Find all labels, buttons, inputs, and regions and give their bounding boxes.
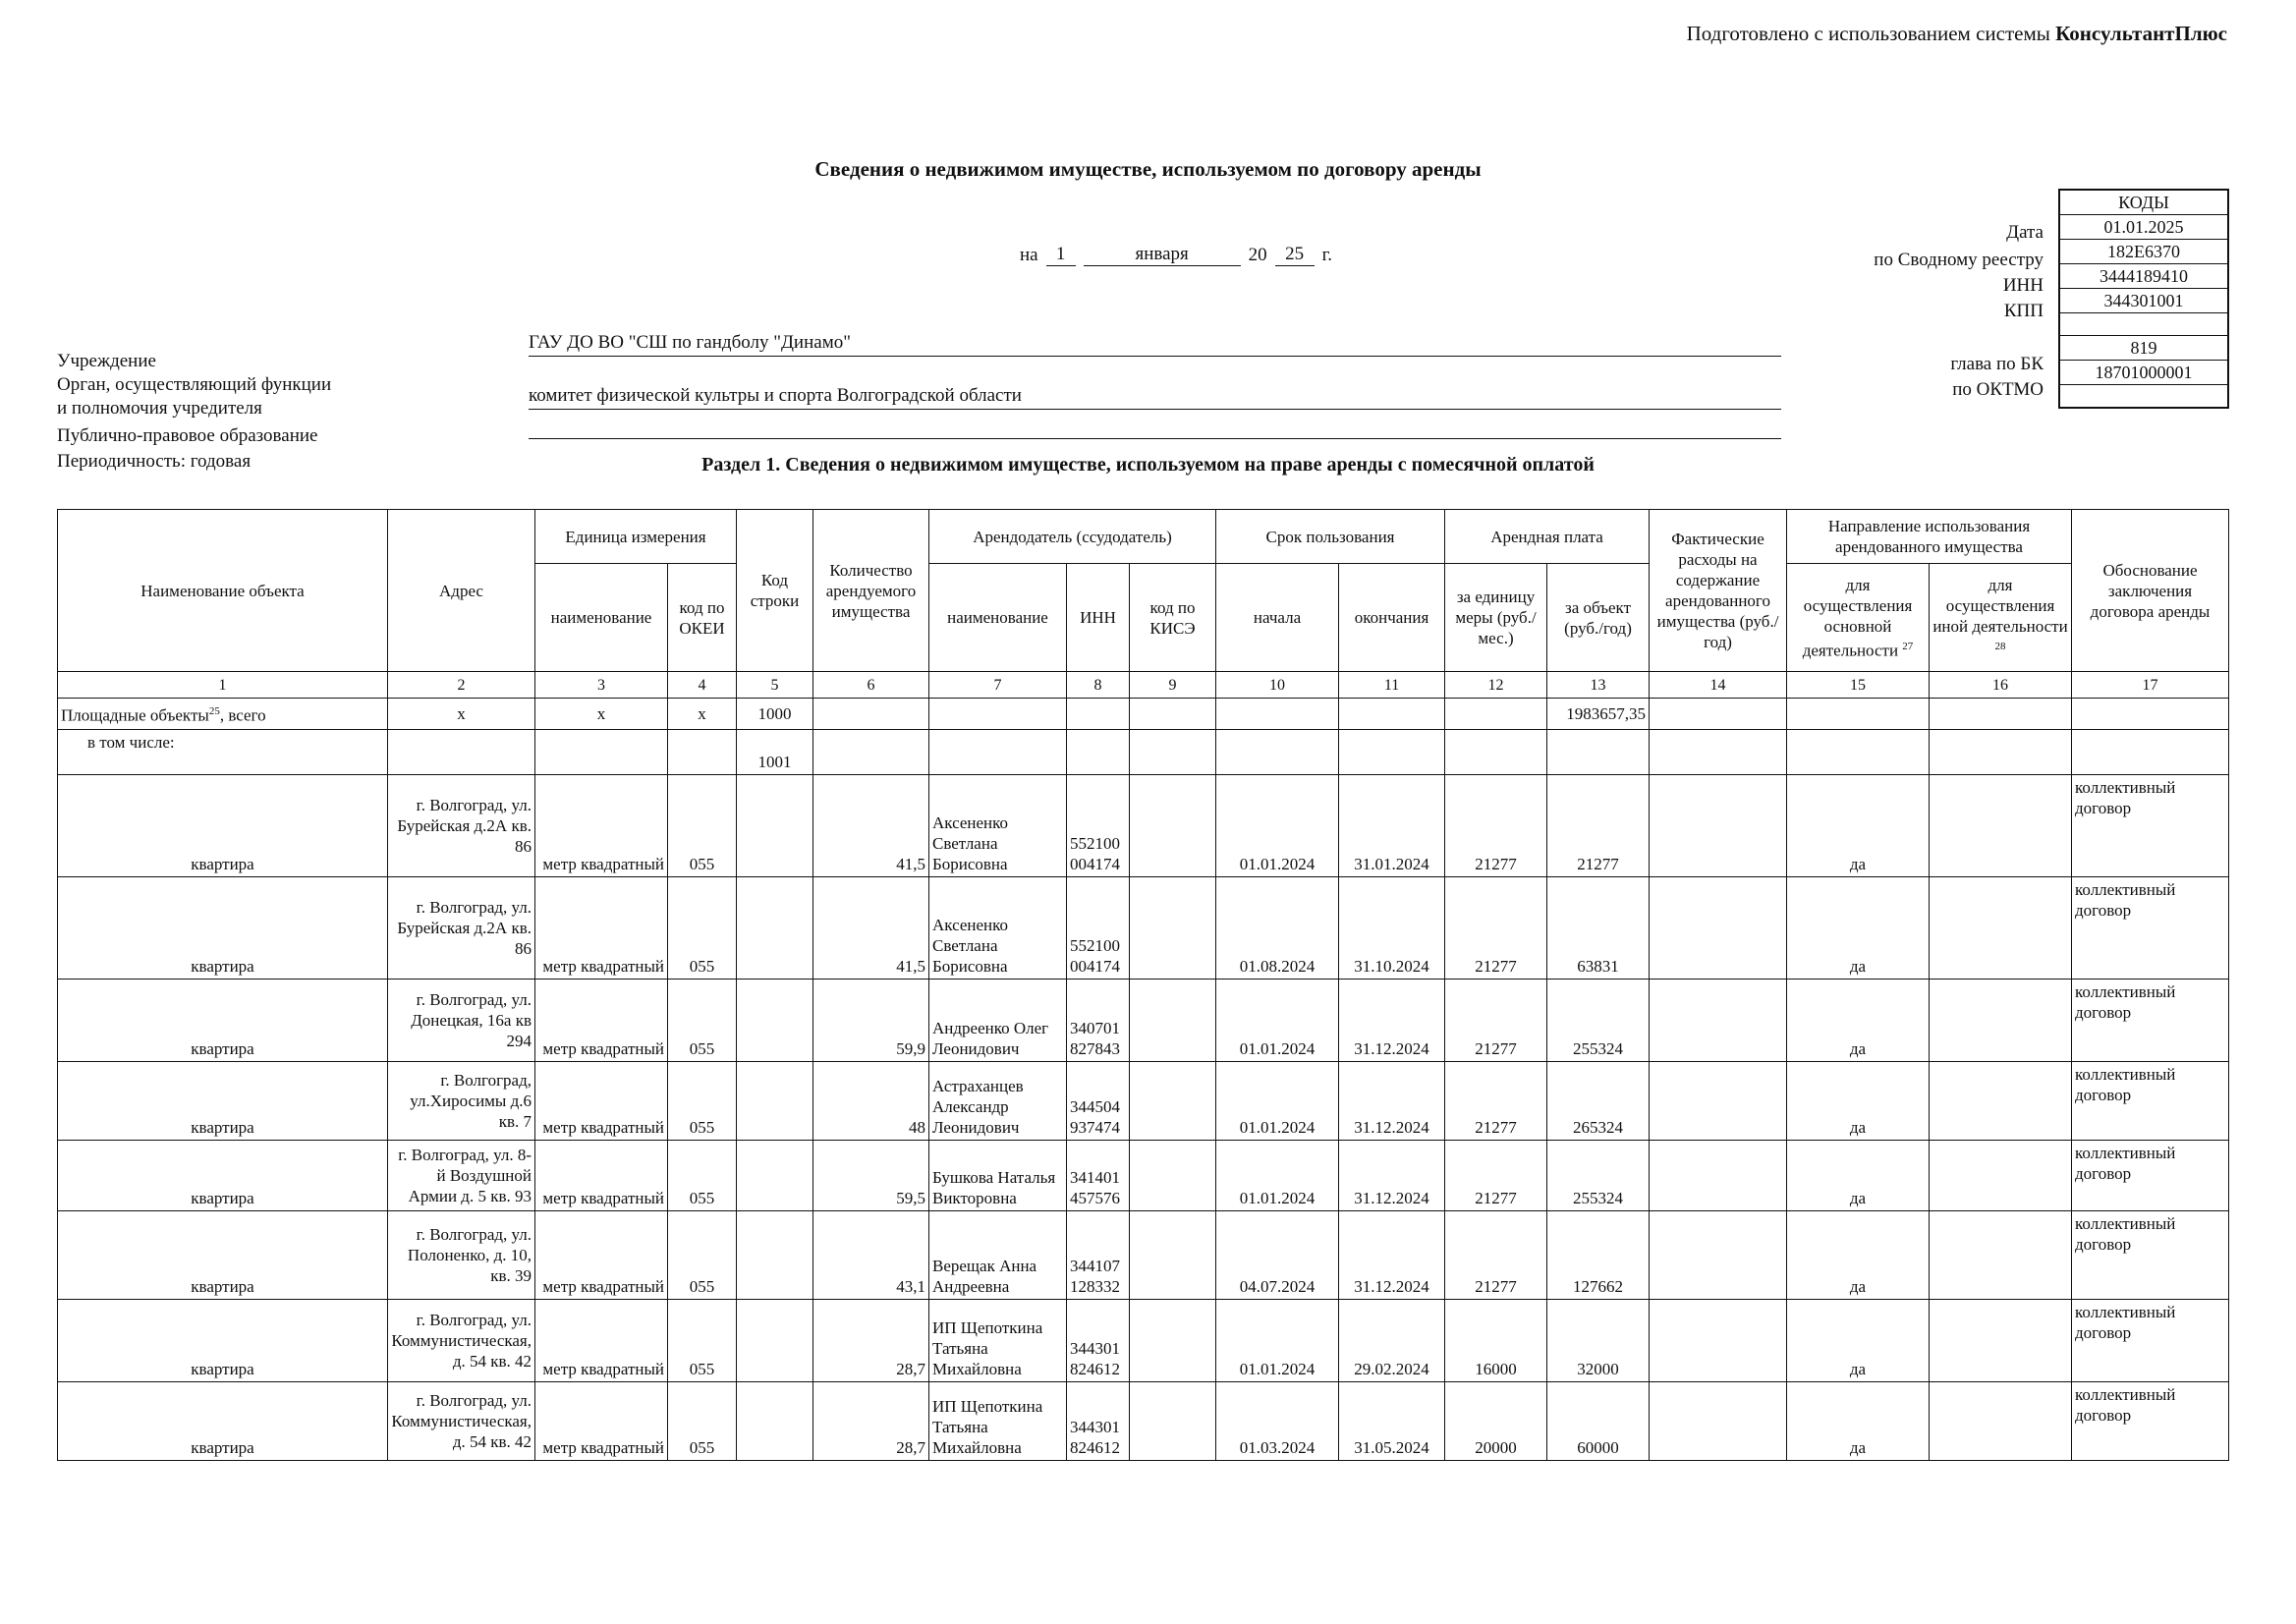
- rent-per-object: 255324: [1547, 980, 1650, 1062]
- lessor-name: Аксененко Светлана Борисовна: [929, 877, 1067, 980]
- hdr-basis: Обоснование заключения договора аренды: [2072, 510, 2229, 672]
- hdr-name: Наименование объекта: [58, 510, 388, 672]
- codes-table: [2058, 189, 2229, 409]
- period-start: 01.01.2024: [1216, 1141, 1339, 1211]
- hdr-dir-other: для осуществления иной деятельности $^{28}$: [1930, 564, 2072, 672]
- lessor-inn: 552100004174: [1067, 775, 1130, 877]
- column-number: 13: [1547, 672, 1650, 699]
- basis: коллективный договор: [2072, 877, 2229, 980]
- rent-per-object: 63831: [1547, 877, 1650, 980]
- object-name: квартира: [58, 980, 388, 1062]
- row-code: [737, 1062, 813, 1141]
- direction-other: [1930, 1211, 2072, 1300]
- page-title: Сведения о недвижимом имуществе, используемом по договору аренды: [814, 157, 1482, 181]
- rent-per-unit: 21277: [1445, 1141, 1547, 1211]
- label-date: Дата: [2006, 222, 2044, 243]
- hdr-lessor-inn: ИНН: [1067, 564, 1130, 672]
- lessor-name: Андреенко Олег Леонидович: [929, 980, 1067, 1062]
- institution-field: ГАУ ДО ВО "СШ по гандболу "Динамо": [529, 330, 1781, 357]
- lease-table: [57, 509, 2229, 1461]
- column-number-row: [58, 672, 2229, 699]
- okei-code: 055: [668, 1300, 737, 1382]
- rent-per-unit: 21277: [1445, 1062, 1547, 1141]
- object-name: квартира: [58, 1300, 388, 1382]
- period-start: 01.08.2024: [1216, 877, 1339, 980]
- actual-expenses: [1650, 775, 1787, 877]
- label-inn: ИНН: [2002, 275, 2044, 296]
- direction-other: [1930, 877, 2072, 980]
- address: г. Волгоград, ул.Хиросимы д.6 кв. 7: [388, 1062, 535, 1141]
- label-founder-1: Орган, осуществляющий функции: [57, 374, 332, 395]
- okei-code: 055: [668, 1062, 737, 1141]
- total-rent-obj: 1983657,35: [1547, 699, 1650, 730]
- object-name: квартира: [58, 775, 388, 877]
- period-end: 31.12.2024: [1339, 1211, 1445, 1300]
- hdr-actual: Фактические расходы на содержание арендованного имущества (руб./год): [1650, 510, 1787, 672]
- lessor-kise: [1130, 980, 1216, 1062]
- basis: коллективный договор: [2072, 1300, 2229, 1382]
- lessor-name: ИП Щепоткина Татьяна Михайловна: [929, 1300, 1067, 1382]
- lessor-kise: [1130, 877, 1216, 980]
- rent-per-object: 255324: [1547, 1141, 1650, 1211]
- quantity: 43,1: [813, 1211, 929, 1300]
- period-start: 01.03.2024: [1216, 1382, 1339, 1461]
- code-inn: 3444189410: [2060, 264, 2227, 289]
- rent-per-unit: 21277: [1445, 980, 1547, 1062]
- unit-name: метр квадратный: [535, 980, 668, 1062]
- label-period: Периодичность: годовая: [57, 451, 252, 472]
- actual-expenses: [1650, 980, 1787, 1062]
- table-row: [58, 980, 2229, 1062]
- direction-other: [1930, 980, 2072, 1062]
- hdr-address: Адрес: [388, 510, 535, 672]
- column-number: 8: [1067, 672, 1130, 699]
- rent-per-object: 60000: [1547, 1382, 1650, 1461]
- code-oktmo: 18701000001: [2060, 361, 2227, 385]
- code-registry: 182Е6370: [2060, 240, 2227, 264]
- actual-expenses: [1650, 1382, 1787, 1461]
- direction-other: [1930, 1300, 2072, 1382]
- address: г. Волгоград, ул. 8-й Воздушной Армии д. 5 кв. 93: [388, 1141, 535, 1211]
- period-end: 31.10.2024: [1339, 877, 1445, 980]
- table-row: [58, 1300, 2229, 1382]
- direction-main: да: [1787, 1141, 1930, 1211]
- column-number: 1: [58, 672, 388, 699]
- column-number: 3: [535, 672, 668, 699]
- lessor-inn: 344301824612: [1067, 1300, 1130, 1382]
- direction-other: [1930, 1382, 2072, 1461]
- direction-main: да: [1787, 1211, 1930, 1300]
- actual-expenses: [1650, 1062, 1787, 1141]
- table-row: [58, 1211, 2229, 1300]
- lessor-kise: [1130, 1211, 1216, 1300]
- column-number: 10: [1216, 672, 1339, 699]
- top-note: Подготовлено с использованием системы КонсультантПлюс: [1686, 22, 2227, 45]
- quantity: 41,5: [813, 877, 929, 980]
- lessor-name: Астраханцев Александр Леонидович: [929, 1062, 1067, 1141]
- address: г. Волгоград, ул. Полоненко, д. 10, кв. 39: [388, 1211, 535, 1300]
- rent-per-unit: 21277: [1445, 877, 1547, 980]
- actual-expenses: [1650, 877, 1787, 980]
- direction-other: [1930, 1141, 2072, 1211]
- basis: коллективный договор: [2072, 1062, 2229, 1141]
- direction-main: да: [1787, 980, 1930, 1062]
- lessor-kise: [1130, 775, 1216, 877]
- period-start: 04.07.2024: [1216, 1211, 1339, 1300]
- rent-per-unit: 21277: [1445, 775, 1547, 877]
- okei-code: 055: [668, 775, 737, 877]
- period-start: 01.01.2024: [1216, 980, 1339, 1062]
- rent-per-object: 21277: [1547, 775, 1650, 877]
- basis: коллективный договор: [2072, 980, 2229, 1062]
- lessor-name: ИП Щепоткина Татьяна Михайловна: [929, 1382, 1067, 1461]
- hdr-unit: Единица измерения: [535, 510, 737, 564]
- actual-expenses: [1650, 1141, 1787, 1211]
- column-number: 15: [1787, 672, 1930, 699]
- row-code: [737, 1211, 813, 1300]
- row-code: [737, 1382, 813, 1461]
- unit-name: метр квадратный: [535, 1141, 668, 1211]
- quantity: 28,7: [813, 1300, 929, 1382]
- okei-code: 055: [668, 1141, 737, 1211]
- rent-per-unit: 16000: [1445, 1300, 1547, 1382]
- column-number: 6: [813, 672, 929, 699]
- hdr-rent-obj: за объект (руб./год): [1547, 564, 1650, 672]
- lessor-inn: 344301824612: [1067, 1382, 1130, 1461]
- address: г. Волгоград, ул. Бурейская д.2А кв. 86: [388, 877, 535, 980]
- quantity: 59,5: [813, 1141, 929, 1211]
- actual-expenses: [1650, 1211, 1787, 1300]
- object-name: квартира: [58, 1141, 388, 1211]
- lessor-name: Аксененко Светлана Борисовна: [929, 775, 1067, 877]
- row-code: [737, 877, 813, 980]
- direction-other: [1930, 1062, 2072, 1141]
- code-bk: 819: [2060, 336, 2227, 361]
- unit-name: метр квадратный: [535, 877, 668, 980]
- basis: коллективный договор: [2072, 1211, 2229, 1300]
- okei-code: 055: [668, 980, 737, 1062]
- basis: коллективный договор: [2072, 775, 2229, 877]
- lessor-name: Бушкова Наталья Викторовна: [929, 1141, 1067, 1211]
- total-row: Площадные объекты$^{25}$, всего х х х 1000 1983657,35: [58, 699, 2229, 730]
- direction-other: [1930, 775, 2072, 877]
- table-row: [58, 1141, 2229, 1211]
- hdr-direction: Направление использования арендованного имущества: [1787, 510, 2072, 564]
- rent-per-object: 32000: [1547, 1300, 1650, 1382]
- lessor-inn: 340701827843: [1067, 980, 1130, 1062]
- quantity: 28,7: [813, 1382, 929, 1461]
- unit-name: метр квадратный: [535, 1211, 668, 1300]
- hdr-lessor-kise: код по КИСЭ: [1130, 564, 1216, 672]
- period-end: 31.01.2024: [1339, 775, 1445, 877]
- okei-code: 055: [668, 1211, 737, 1300]
- lessor-kise: [1130, 1300, 1216, 1382]
- column-number: 2: [388, 672, 535, 699]
- period-end: 31.12.2024: [1339, 1141, 1445, 1211]
- table-row: [58, 877, 2229, 980]
- address: г. Волгоград, ул. Коммунистическая, д. 54 кв. 42: [388, 1382, 535, 1461]
- hdr-lessor-name: наименование: [929, 564, 1067, 672]
- label-registry: по Сводному реестру: [1874, 250, 2044, 270]
- column-number: 17: [2072, 672, 2229, 699]
- address: г. Волгоград, ул. Донецкая, 16а кв 294: [388, 980, 535, 1062]
- row-code: [737, 1300, 813, 1382]
- period-end: 31.12.2024: [1339, 1062, 1445, 1141]
- lessor-inn: 552100004174: [1067, 877, 1130, 980]
- date-line: на 1 января 20 25 г.: [1020, 244, 1333, 265]
- unit-name: метр квадратный: [535, 1062, 668, 1141]
- code-date: 01.01.2025: [2060, 215, 2227, 240]
- table-row: [58, 1062, 2229, 1141]
- public-field: [529, 413, 1781, 439]
- rent-per-unit: 20000: [1445, 1382, 1547, 1461]
- basis: коллективный договор: [2072, 1141, 2229, 1211]
- column-number: 9: [1130, 672, 1216, 699]
- quantity: 59,9: [813, 980, 929, 1062]
- object-name: квартира: [58, 1211, 388, 1300]
- actual-expenses: [1650, 1300, 1787, 1382]
- table-row: [58, 775, 2229, 877]
- column-number: 12: [1445, 672, 1547, 699]
- section-title: Раздел 1. Сведения о недвижимом имуществе, используемом на праве аренды с помесячной оплатой: [701, 454, 1595, 476]
- lessor-kise: [1130, 1382, 1216, 1461]
- row-code: [737, 1141, 813, 1211]
- code-kpp: 344301001: [2060, 289, 2227, 313]
- period-start: 01.01.2024: [1216, 1300, 1339, 1382]
- column-number: 7: [929, 672, 1067, 699]
- hdr-unit-code: код по ОКЕИ: [668, 564, 737, 672]
- direction-main: да: [1787, 1062, 1930, 1141]
- label-public: Публично-правовое образование: [57, 425, 318, 446]
- hdr-lessor: Арендодатель (ссудодатель): [929, 510, 1216, 564]
- rent-per-object: 265324: [1547, 1062, 1650, 1141]
- hdr-unit-name: наименование: [535, 564, 668, 672]
- label-oktmo: по ОКТМО: [1952, 379, 2044, 400]
- quantity: 41,5: [813, 775, 929, 877]
- period-end: 31.05.2024: [1339, 1382, 1445, 1461]
- quantity: 48: [813, 1062, 929, 1141]
- hdr-period-end: окончания: [1339, 564, 1445, 672]
- column-number: 11: [1339, 672, 1445, 699]
- lessor-kise: [1130, 1141, 1216, 1211]
- column-number: 14: [1650, 672, 1787, 699]
- period-end: 31.12.2024: [1339, 980, 1445, 1062]
- founder-field: комитет физической культры и спорта Волгоградской области: [529, 383, 1781, 410]
- codes-header: КОДЫ: [2060, 191, 2227, 215]
- column-number: 5: [737, 672, 813, 699]
- period-start: 01.01.2024: [1216, 775, 1339, 877]
- okei-code: 055: [668, 877, 737, 980]
- address: г. Волгоград, ул. Бурейская д.2А кв. 86: [388, 775, 535, 877]
- column-number: 4: [668, 672, 737, 699]
- direction-main: да: [1787, 775, 1930, 877]
- column-number: 16: [1930, 672, 2072, 699]
- unit-name: метр квадратный: [535, 1300, 668, 1382]
- direction-main: да: [1787, 1300, 1930, 1382]
- direction-main: да: [1787, 877, 1930, 980]
- hdr-dir-main: для осуществления основной деятельности $^{27}$: [1787, 564, 1930, 672]
- okei-code: 055: [668, 1382, 737, 1461]
- basis: коллективный договор: [2072, 1382, 2229, 1461]
- label-bk: глава по БК: [1950, 354, 2044, 374]
- label-institution: Учреждение: [57, 351, 156, 371]
- including-row: в том числе: 1001: [58, 730, 2229, 775]
- period-start: 01.01.2024: [1216, 1062, 1339, 1141]
- lessor-kise: [1130, 1062, 1216, 1141]
- object-name: квартира: [58, 1062, 388, 1141]
- rent-per-unit: 21277: [1445, 1211, 1547, 1300]
- label-founder-2: и полномочия учредителя: [57, 398, 262, 419]
- hdr-rent-unit: за единицу меры (руб./мес.): [1445, 564, 1547, 672]
- object-name: квартира: [58, 877, 388, 980]
- row-code: [737, 775, 813, 877]
- hdr-rent: Арендная плата: [1445, 510, 1650, 564]
- table-row: [58, 1382, 2229, 1461]
- row-code: [737, 980, 813, 1062]
- label-kpp: КПП: [2003, 301, 2044, 321]
- lessor-inn: 341401457576: [1067, 1141, 1130, 1211]
- lessor-inn: 344504937474: [1067, 1062, 1130, 1141]
- hdr-qty: Количество арендуемого имущества: [813, 510, 929, 672]
- object-name: квартира: [58, 1382, 388, 1461]
- hdr-period-start: начала: [1216, 564, 1339, 672]
- period-end: 29.02.2024: [1339, 1300, 1445, 1382]
- hdr-period: Срок пользования: [1216, 510, 1445, 564]
- lessor-name: Верещак Анна Андреевна: [929, 1211, 1067, 1300]
- unit-name: метр квадратный: [535, 775, 668, 877]
- direction-main: да: [1787, 1382, 1930, 1461]
- lessor-inn: 344107128332: [1067, 1211, 1130, 1300]
- address: г. Волгоград, ул. Коммунистическая, д. 54 кв. 42: [388, 1300, 535, 1382]
- unit-name: метр квадратный: [535, 1382, 668, 1461]
- rent-per-object: 127662: [1547, 1211, 1650, 1300]
- hdr-row-code: Код строки: [737, 510, 813, 672]
